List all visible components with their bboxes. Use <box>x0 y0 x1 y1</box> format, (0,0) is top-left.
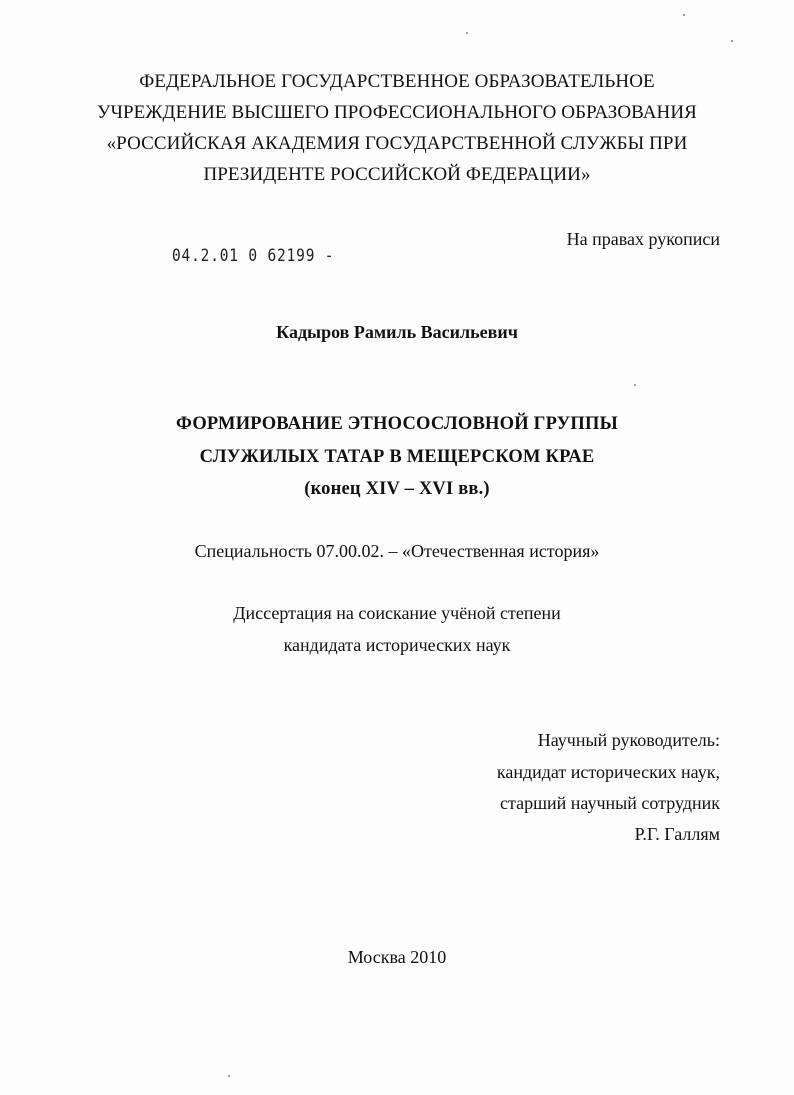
supervisor-position: старший научный сотрудник <box>500 793 720 813</box>
author-name: Кадыров Рамиль Васильевич <box>276 322 518 342</box>
scan-speck <box>731 40 733 42</box>
place-year: Москва 2010 <box>347 947 447 967</box>
institution-line-1: ФЕДЕРАЛЬНОЕ ГОСУДАРСТВЕННОЕ ОБРАЗОВАТЕЛЬНОЕ <box>139 71 655 92</box>
institution-line-4: ПРЕЗИДЕНТЕ РОССИЙСКОЙ ФЕДЕРАЦИИ» <box>203 164 591 185</box>
dissertation-line-1: Диссертация на соискание учёной степени <box>233 603 561 623</box>
supervisor-heading: Научный руководитель: <box>537 730 720 750</box>
scan-speck <box>228 1075 230 1077</box>
supervisor-degree: кандидат исторических наук, <box>496 762 720 782</box>
institution-line-3: «РОССИЙСКАЯ АКАДЕМИЯ ГОСУДАРСТВЕННОЙ СЛУЖБЫ ПРИ <box>106 133 688 154</box>
supervisor-name: Р.Г. Галлям <box>634 824 720 844</box>
scan-speck <box>466 32 468 34</box>
institution-line-2: УЧРЕЖДЕНИЕ ВЫСШЕГО ПРОФЕССИОНАЛЬНОГО ОБРАЗОВАНИЯ <box>97 102 697 123</box>
specialty-line: Специальность 07.00.02. – «Отечественная история» <box>194 541 600 561</box>
scan-speck <box>634 384 636 386</box>
title-line-3: (конец XIV – XVI вв.) <box>304 479 490 499</box>
manuscript-rights-note: На правах рукописи <box>566 229 720 249</box>
dissertation-line-2: кандидата исторических наук <box>283 635 511 655</box>
registration-stamp: 04.2.01 0 62199 - <box>172 246 335 266</box>
scan-speck <box>683 14 685 16</box>
title-line-1: ФОРМИРОВАНИЕ ЭТНОСОСЛОВНОЙ ГРУППЫ <box>176 414 618 434</box>
title-line-2: СЛУЖИЛЫХ ТАТАР В МЕЩЕРСКОМ КРАЕ <box>199 447 595 467</box>
